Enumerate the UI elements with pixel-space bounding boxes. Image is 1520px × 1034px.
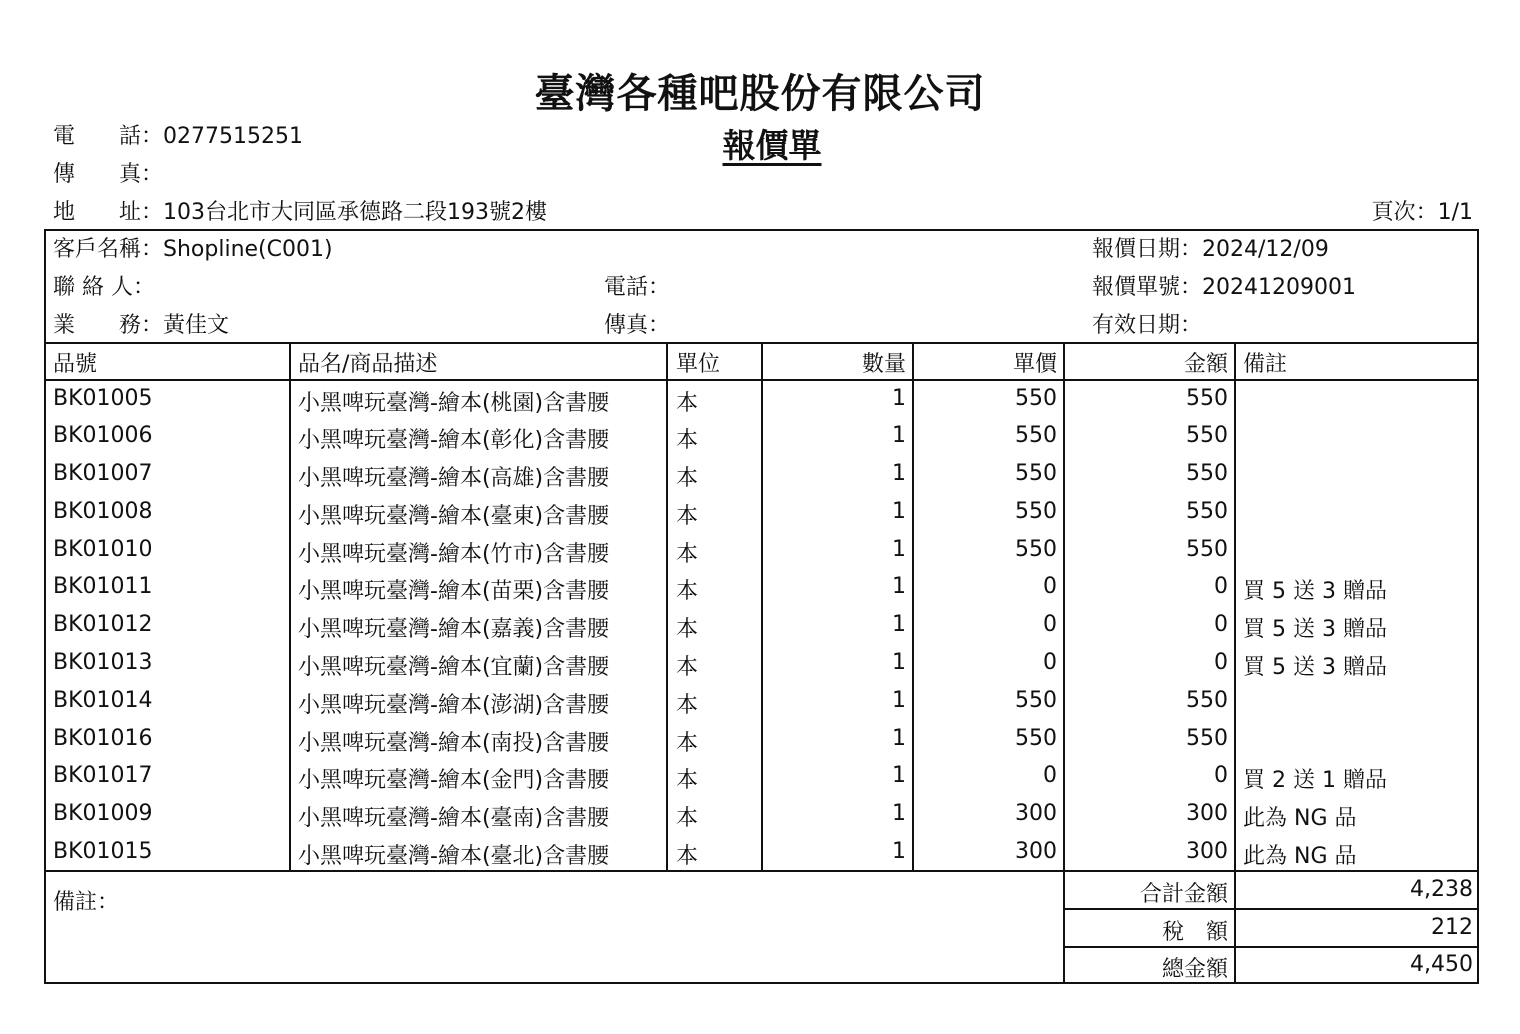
row-unit: 本 — [676, 542, 699, 567]
row-price: 550 — [1015, 461, 1057, 486]
row-desc: 小黑啤玩臺灣-繪本(金門)含書腰 — [298, 768, 610, 793]
contact-row — [53, 270, 155, 301]
row-unit: 本 — [676, 806, 699, 831]
row-qty: 1 — [892, 688, 906, 713]
quote-number-label: 報價單號： — [1092, 275, 1203, 300]
col-divider-6 — [1234, 342, 1236, 984]
row-price: 550 — [1015, 423, 1057, 448]
row-unit: 本 — [676, 655, 699, 680]
company-fax-label: 傳 真： — [53, 162, 164, 187]
header-amount: 金額 — [1183, 352, 1228, 377]
row-price: 0 — [1043, 612, 1057, 637]
row-code: BK01013 — [53, 650, 153, 675]
row-qty: 1 — [892, 726, 906, 751]
row-amount: 550 — [1186, 386, 1228, 411]
subtotal-label: 合計金額 — [1139, 882, 1228, 907]
customer-fax-label: 傳真： — [604, 313, 671, 338]
header-code: 品號 — [53, 352, 98, 377]
col-divider-3 — [761, 342, 763, 871]
row-price: 300 — [1015, 801, 1057, 826]
subtotal-value: 4,238 — [1410, 877, 1473, 902]
row-code: BK01011 — [53, 574, 153, 599]
row-amount: 550 — [1186, 499, 1228, 524]
header-note: 備註 — [1243, 352, 1288, 377]
total-label: 總金額 — [1161, 957, 1228, 982]
document-title-text: 報價單 — [722, 126, 822, 165]
customer-name-value: Shopline(C001) — [163, 237, 333, 262]
company-address-value: 103台北市大同區承德路二段193號2樓 — [163, 200, 547, 225]
rule-subtotal-bottom — [1063, 908, 1479, 910]
quote-date-value: 2024/12/09 — [1202, 237, 1329, 262]
row-desc: 小黑啤玩臺灣-繪本(彰化)含書腰 — [298, 428, 610, 453]
row-qty: 1 — [892, 801, 906, 826]
row-amount: 550 — [1186, 423, 1228, 448]
valid-date-row — [1092, 308, 1202, 339]
company-name: 臺灣各種吧股份有限公司 — [534, 71, 986, 117]
row-qty: 1 — [892, 386, 906, 411]
row-code: BK01017 — [53, 763, 153, 788]
row-qty: 1 — [892, 574, 906, 599]
row-price: 0 — [1043, 574, 1057, 599]
row-price: 0 — [1043, 763, 1057, 788]
col-divider-1 — [289, 342, 291, 871]
row-qty: 1 — [892, 612, 906, 637]
quote-date-label: 報價日期： — [1092, 237, 1203, 262]
quote-date-row — [1092, 232, 1329, 263]
company-address-label: 地 址： — [53, 200, 164, 225]
row-price: 0 — [1043, 650, 1057, 675]
row-unit: 本 — [676, 391, 699, 416]
row-desc: 小黑啤玩臺灣-繪本(苗栗)含書腰 — [298, 579, 610, 604]
row-amount: 300 — [1186, 839, 1228, 864]
row-note: 買 5 送 3 贈品 — [1243, 617, 1387, 642]
row-amount: 550 — [1186, 461, 1228, 486]
tax-label: 稅 額 — [1161, 920, 1228, 945]
row-price: 550 — [1015, 386, 1057, 411]
row-qty: 1 — [892, 423, 906, 448]
company-address-row — [53, 195, 547, 226]
customer-fax-row — [604, 308, 670, 339]
row-code: BK01010 — [53, 537, 153, 562]
page-number-label: 頁次： — [1371, 200, 1438, 225]
row-amount: 0 — [1214, 763, 1228, 788]
row-price: 300 — [1015, 839, 1057, 864]
rule-tax-bottom — [1063, 946, 1479, 948]
row-code: BK01009 — [53, 801, 153, 826]
row-price: 550 — [1015, 726, 1057, 751]
col-divider-2 — [666, 342, 668, 871]
company-phone-value: 0277515251 — [163, 124, 303, 149]
row-code: BK01006 — [53, 423, 153, 448]
row-desc: 小黑啤玩臺灣-繪本(宜蘭)含書腰 — [298, 655, 610, 680]
row-price: 550 — [1015, 537, 1057, 562]
customer-name-row — [53, 232, 333, 263]
valid-date-label: 有效日期： — [1092, 313, 1203, 338]
row-qty: 1 — [892, 461, 906, 486]
row-code: BK01007 — [53, 461, 153, 486]
row-qty: 1 — [892, 499, 906, 524]
row-code: BK01012 — [53, 612, 153, 637]
row-unit: 本 — [676, 504, 699, 529]
row-desc: 小黑啤玩臺灣-繪本(桃園)含書腰 — [298, 391, 610, 416]
row-desc: 小黑啤玩臺灣-繪本(南投)含書腰 — [298, 731, 610, 756]
row-code: BK01015 — [53, 839, 153, 864]
row-amount: 550 — [1186, 688, 1228, 713]
company-phone-label: 電 話： — [53, 124, 164, 149]
company-phone-row — [53, 119, 303, 150]
row-unit: 本 — [676, 579, 699, 604]
contact-label: 聯 絡 人： — [53, 275, 155, 300]
row-qty: 1 — [892, 839, 906, 864]
row-unit: 本 — [676, 617, 699, 642]
row-desc: 小黑啤玩臺灣-繪本(竹市)含書腰 — [298, 542, 610, 567]
row-unit: 本 — [676, 428, 699, 453]
row-desc: 小黑啤玩臺灣-繪本(高雄)含書腰 — [298, 466, 610, 491]
row-qty: 1 — [892, 763, 906, 788]
page-number — [1372, 195, 1473, 226]
header-price: 單價 — [1012, 352, 1057, 377]
total-value: 4,450 — [1410, 952, 1473, 977]
tax-value: 212 — [1431, 915, 1473, 940]
row-amount: 0 — [1214, 650, 1228, 675]
row-amount: 550 — [1186, 537, 1228, 562]
row-qty: 1 — [892, 537, 906, 562]
col-divider-4 — [912, 342, 914, 871]
row-note: 買 5 送 3 贈品 — [1243, 579, 1387, 604]
quote-number-value: 20241209001 — [1202, 275, 1356, 300]
row-note: 買 2 送 1 贈品 — [1243, 768, 1387, 793]
customer-phone-label: 電話： — [604, 275, 671, 300]
customer-phone-row — [604, 270, 670, 301]
row-amount: 0 — [1214, 574, 1228, 599]
row-amount: 300 — [1186, 801, 1228, 826]
row-desc: 小黑啤玩臺灣-繪本(臺南)含書腰 — [298, 806, 610, 831]
row-unit: 本 — [676, 466, 699, 491]
row-note: 買 5 送 3 贈品 — [1243, 655, 1387, 680]
sales-label: 業 務： — [53, 313, 164, 338]
row-note: 此為 NG 品 — [1243, 806, 1357, 831]
sales-row — [53, 308, 229, 339]
row-code: BK01016 — [53, 726, 153, 751]
row-amount: 550 — [1186, 726, 1228, 751]
col-divider-5 — [1063, 342, 1065, 984]
row-code: BK01005 — [53, 386, 153, 411]
page-number-value: 1/1 — [1437, 200, 1473, 225]
row-price: 550 — [1015, 499, 1057, 524]
customer-name-label: 客戶名稱： — [53, 237, 164, 262]
header-qty: 數量 — [861, 352, 906, 377]
row-unit: 本 — [676, 731, 699, 756]
row-desc: 小黑啤玩臺灣-繪本(臺北)含書腰 — [298, 844, 610, 869]
row-unit: 本 — [676, 768, 699, 793]
header-desc: 品名/商品描述 — [298, 352, 438, 377]
row-price: 550 — [1015, 688, 1057, 713]
row-desc: 小黑啤玩臺灣-繪本(澎湖)含書腰 — [298, 693, 610, 718]
row-amount: 0 — [1214, 612, 1228, 637]
row-code: BK01014 — [53, 688, 153, 713]
sales-value: 黃佳文 — [163, 313, 230, 338]
company-fax-row — [53, 157, 163, 188]
header-unit: 單位 — [676, 352, 721, 377]
quote-number-row — [1092, 270, 1356, 301]
row-code: BK01008 — [53, 499, 153, 524]
row-qty: 1 — [892, 650, 906, 675]
row-desc: 小黑啤玩臺灣-繪本(臺東)含書腰 — [298, 504, 610, 529]
row-unit: 本 — [676, 693, 699, 718]
row-desc: 小黑啤玩臺灣-繪本(嘉義)含書腰 — [298, 617, 610, 642]
remark-label: 備註： — [53, 890, 120, 915]
row-unit: 本 — [676, 844, 699, 869]
row-note: 此為 NG 品 — [1243, 844, 1357, 869]
